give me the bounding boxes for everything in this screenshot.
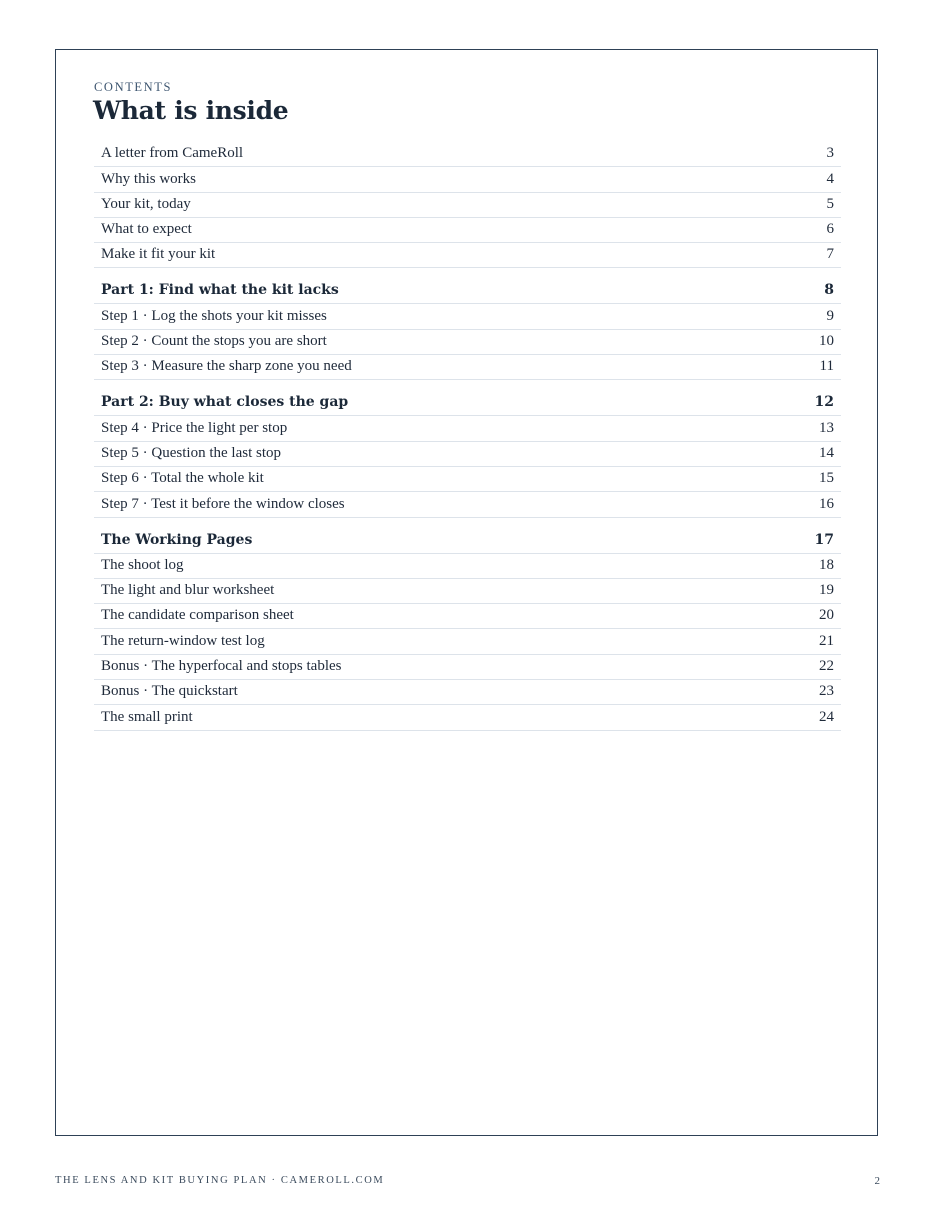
toc-entry-page-number: 23 (819, 683, 834, 700)
toc-entry[interactable] (94, 604, 841, 629)
toc-entry[interactable] (94, 579, 841, 604)
toc-entry[interactable] (94, 304, 841, 329)
toc-entry[interactable] (94, 492, 841, 517)
toc-entry[interactable] (94, 442, 841, 467)
toc-entry-page-number: 9 (826, 307, 834, 324)
toc-entry-page-number: 4 (826, 170, 834, 187)
toc-entry-page-number: 22 (819, 658, 834, 675)
toc-entry-label: Step 5 · Question the last stop (101, 444, 281, 461)
toc-entry-page-number: 5 (826, 195, 834, 212)
toc-entry-page-number: 19 (819, 582, 834, 599)
toc-entry[interactable] (94, 167, 841, 192)
footer-title: THE LENS AND KIT BUYING PLAN · CAMEROLL.COM (55, 1175, 385, 1186)
toc-entry[interactable] (94, 193, 841, 218)
toc-entry-label: Step 2 · Count the stops you are short (101, 333, 327, 350)
toc-part-label: Part 2: Buy what closes the gap (101, 394, 349, 411)
toc-entry-label: What to expect (101, 221, 192, 238)
toc-part-page-number: 12 (814, 394, 834, 411)
toc-entry[interactable] (94, 467, 841, 492)
toc-group (94, 390, 841, 517)
toc-entry-label: Step 1 · Log the shots your kit misses (101, 307, 327, 324)
toc-part-page-number: 8 (824, 282, 834, 299)
toc-entry[interactable] (94, 355, 841, 380)
toc-entry-page-number: 16 (819, 495, 834, 512)
footer-page-number: 2 (874, 1175, 880, 1187)
toc-part-heading[interactable] (94, 528, 841, 554)
toc-entry-page-number: 21 (819, 632, 834, 649)
toc-entry-label: The shoot log (101, 556, 184, 573)
toc-part-heading[interactable] (94, 278, 841, 304)
toc-entry[interactable] (94, 142, 841, 167)
toc-entry-page-number: 6 (826, 221, 834, 238)
table-of-contents (94, 142, 841, 741)
toc-entry-page-number: 20 (819, 607, 834, 624)
toc-group (94, 142, 841, 268)
toc-entry-page-number: 7 (826, 246, 834, 263)
toc-entry-page-number: 13 (819, 419, 834, 436)
toc-entry[interactable] (94, 218, 841, 243)
toc-part-page-number: 17 (814, 531, 834, 548)
toc-part-heading[interactable] (94, 390, 841, 416)
page-title: What is inside (93, 96, 289, 125)
section-kicker: CONTENTS (94, 80, 173, 94)
toc-part-label: The Working Pages (101, 531, 253, 548)
toc-entry-page-number: 11 (819, 358, 834, 375)
toc-entry[interactable] (94, 243, 841, 268)
toc-entry-label: Bonus · The hyperfocal and stops tables (101, 658, 342, 675)
toc-entry-label: Step 4 · Price the light per stop (101, 419, 288, 436)
toc-entry-label: Bonus · The quickstart (101, 683, 238, 700)
toc-entry-label: Why this works (101, 170, 196, 187)
toc-entry-label: Step 7 · Test it before the window closes (101, 495, 345, 512)
toc-entry[interactable] (94, 705, 841, 730)
toc-entry-page-number: 15 (819, 470, 834, 487)
toc-entry-label: Step 6 · Total the whole kit (101, 470, 264, 487)
toc-group (94, 278, 841, 380)
toc-entry[interactable] (94, 416, 841, 441)
toc-entry-page-number: 10 (819, 333, 834, 350)
toc-entry-page-number: 24 (819, 708, 834, 725)
toc-entry-label: Your kit, today (101, 195, 191, 212)
toc-entry[interactable] (94, 680, 841, 705)
toc-group (94, 528, 841, 731)
toc-entry-page-number: 3 (826, 145, 834, 162)
toc-entry-label: A letter from CameRoll (101, 145, 244, 162)
toc-entry-page-number: 14 (819, 444, 834, 461)
toc-entry[interactable] (94, 629, 841, 654)
toc-entry-label: The return-window test log (101, 632, 265, 649)
toc-entry[interactable] (94, 554, 841, 579)
toc-entry[interactable] (94, 655, 841, 680)
toc-part-label: Part 1: Find what the kit lacks (101, 282, 339, 299)
toc-entry-label: Make it fit your kit (101, 246, 216, 263)
toc-entry-label: The candidate comparison sheet (101, 607, 294, 624)
toc-entry-label: The light and blur worksheet (101, 582, 275, 599)
toc-entry[interactable] (94, 330, 841, 355)
toc-entry-page-number: 18 (819, 556, 834, 573)
toc-entry-label: The small print (101, 708, 193, 725)
toc-entry-label: Step 3 · Measure the sharp zone you need (101, 358, 352, 375)
page-frame (55, 49, 878, 1136)
